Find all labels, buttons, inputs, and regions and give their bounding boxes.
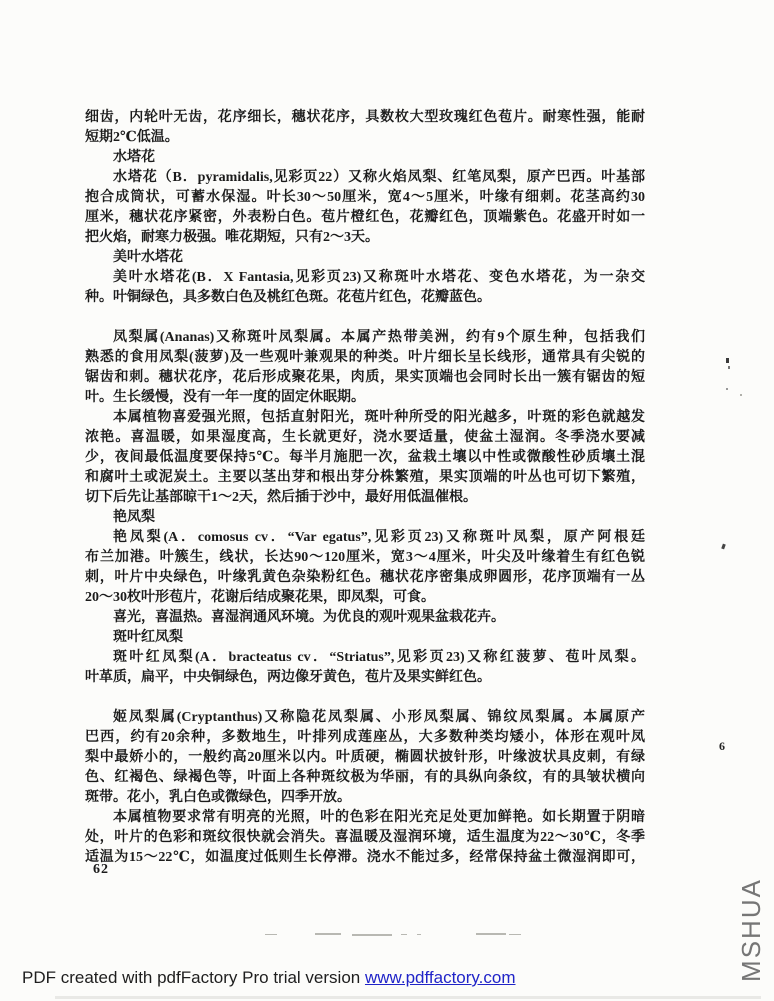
text-line: 锯齿和刺。穗状花序，花后形成聚花果，肉质，果实顶端也会同时长出一簇有锯齿的短 [85, 370, 645, 385]
scan-noise [315, 933, 341, 935]
text-line: 处，叶片的色彩和斑纹很快就会消失。喜温暖及湿润环境，适生温度为22～30℃，冬季 [85, 830, 645, 845]
text-line: 喜光，喜温热。喜湿润通风环境。为优良的观叶观果盆栽花卉。 [113, 610, 505, 625]
text-line: 抱合成筒状，可蓄水保湿。叶长30～50厘米，宽4～5厘米，叶缘有细刺。花茎高约30 [85, 190, 645, 205]
text-line: 色、红褐色、绿褐色等，叶面上各种斑纹极为华丽，有的具纵向条纹，有的具皱状横向 [85, 770, 645, 785]
text-line: 姬凤梨属(Cryptanthus)又称隐花凤梨属、小形凤梨属、锦纹凤梨属。本属原产 [113, 710, 645, 725]
scan-speck [728, 366, 730, 369]
text-line: 叶革质，扁平，中央铜绿色，两边像牙黄色，苞片及果实鲜红色。 [85, 670, 491, 685]
scan-noise [509, 934, 521, 935]
text-line: 少，夜间最低温度要保持5℃。每半月施肥一次，盆栽土壤以中性或微酸性砂质壤土混 [85, 450, 645, 465]
text-line: 细齿，内轮叶无齿，花序细长，穗状花序，具数枚大型玫瑰红色苞片。耐寒性强，能耐 [85, 110, 645, 125]
page-number: 62 [93, 862, 109, 877]
text-line: 水塔花（B．pyramidalis,见彩页22）又称火焰凤梨、红笔凤梨，原产巴西。叶基部 [113, 170, 645, 185]
text-line: 叶。生长缓慢，没有一年一度的固定休眠期。 [85, 390, 365, 405]
text-line: 把火焰，耐寒力极强。唯花期短，只有2～3天。 [85, 230, 379, 245]
text-line: 美叶水塔花(B．X Fantasia,见彩页23)又称斑叶水塔花、变色水塔花，为一杂交 [113, 270, 645, 285]
scan-speck [726, 358, 729, 363]
scan-edge-shadow [55, 996, 761, 999]
text-line: 短期2℃低温。 [85, 130, 179, 145]
text-line: 厘米，穗状花序紧密，外表粉白色。苞片橙红色，花瓣红色，顶端紫色。花盛开时如一 [85, 210, 645, 225]
section-heading: 艳凤梨 [113, 510, 155, 525]
scan-noise [352, 934, 392, 936]
scan-speck [721, 544, 726, 550]
scan-noise [476, 933, 506, 935]
text-line: 本属植物要求常有明亮的光照，叶的色彩在阳光充足处更加鲜艳。如长期置于阴暗 [113, 810, 645, 825]
text-line: 20～30枚叶形苞片，花谢后结成聚花果，即凤梨，可食。 [85, 590, 435, 605]
scan-noise [265, 934, 277, 935]
blank-line [85, 688, 645, 708]
scan-speck [740, 394, 742, 396]
text-line: 刺，叶片中央绿色，叶缘乳黄色杂染粉红色。穗状花序密集成卵圆形，花序顶端有一丛 [85, 570, 645, 585]
side-vertical-label: MSHUA [736, 878, 766, 982]
text-line: 本属植物喜爱强光照，包括直射阳光，斑叶种所受的阳光越多，叶斑的彩色就越发 [113, 410, 645, 425]
text-line: 切下后先让基部晾干1～2天，然后插于沙中，最好用低温催根。 [85, 490, 477, 505]
text-line: 熟悉的食用凤梨(菠萝)及一些观叶兼观果的种类。叶片细长呈长线形，通常具有尖锐的 [85, 350, 645, 365]
text-line: 斑带。花小，乳白色或微绿色，四季开放。 [85, 790, 351, 805]
text-line: 梨中最娇小的，一般约高20厘米以内。叶质硬，椭圆状披针形，叶缘波状具皮刺，有绿 [85, 750, 645, 765]
text-line: 和腐叶土或泥炭土。主要以茎出芽和根出芽分株繁殖，果实顶端的叶丛也可切下繁殖， [85, 470, 645, 485]
text-line: 斑叶红凤梨(A．bracteatus cv．“Striatus”,见彩页23)又称红菠萝、苞叶凤梨。 [113, 650, 645, 665]
watermark [22, 968, 516, 988]
text-block [85, 108, 645, 868]
section-heading: 美叶水塔花 [113, 250, 183, 265]
text-line: 适温为15～22℃，如温度过低则生长停滞。浇水不能过多，经常保持盆土微湿润即可， [85, 850, 645, 865]
blank-line [85, 308, 645, 328]
watermark-text: PDF created with pdfFactory Pro trial version [22, 968, 365, 987]
text-line: 凤梨属(Ananas)又称斑叶凤梨属。本属产热带美洲，约有9个原生种，包括我们 [113, 330, 645, 345]
text-line: 布兰加港。叶簇生，线状，长达90～120厘米，宽3～4厘米，叶尖及叶缘着生有红色锐 [85, 550, 645, 565]
section-heading: 水塔花 [113, 150, 155, 165]
scan-noise [401, 934, 407, 935]
margin-mark: 6 [719, 739, 725, 753]
watermark-link[interactable]: www.pdffactory.com [364, 968, 516, 987]
scan-speck [726, 388, 728, 390]
text-line: 浓艳。喜温暖，如果湿度高，生长就更好，浇水要适量，使盆土湿润。冬季浇水要减 [85, 430, 645, 445]
text-line: 巴西，约有20余种，多数地生，叶排列成莲座丛，大多数种类均矮小，体形在观叶凤 [85, 730, 645, 745]
section-heading: 斑叶红凤梨 [113, 630, 183, 645]
text-line: 种。叶铜绿色，具多数白色及桃红色斑。花苞片红色，花瓣蓝色。 [85, 290, 491, 305]
scan-noise [417, 934, 421, 935]
text-line: 艳凤梨(A．comosus cv．“Var egatus”,见彩页23)又称斑叶凤梨，原产阿根廷 [113, 530, 645, 545]
